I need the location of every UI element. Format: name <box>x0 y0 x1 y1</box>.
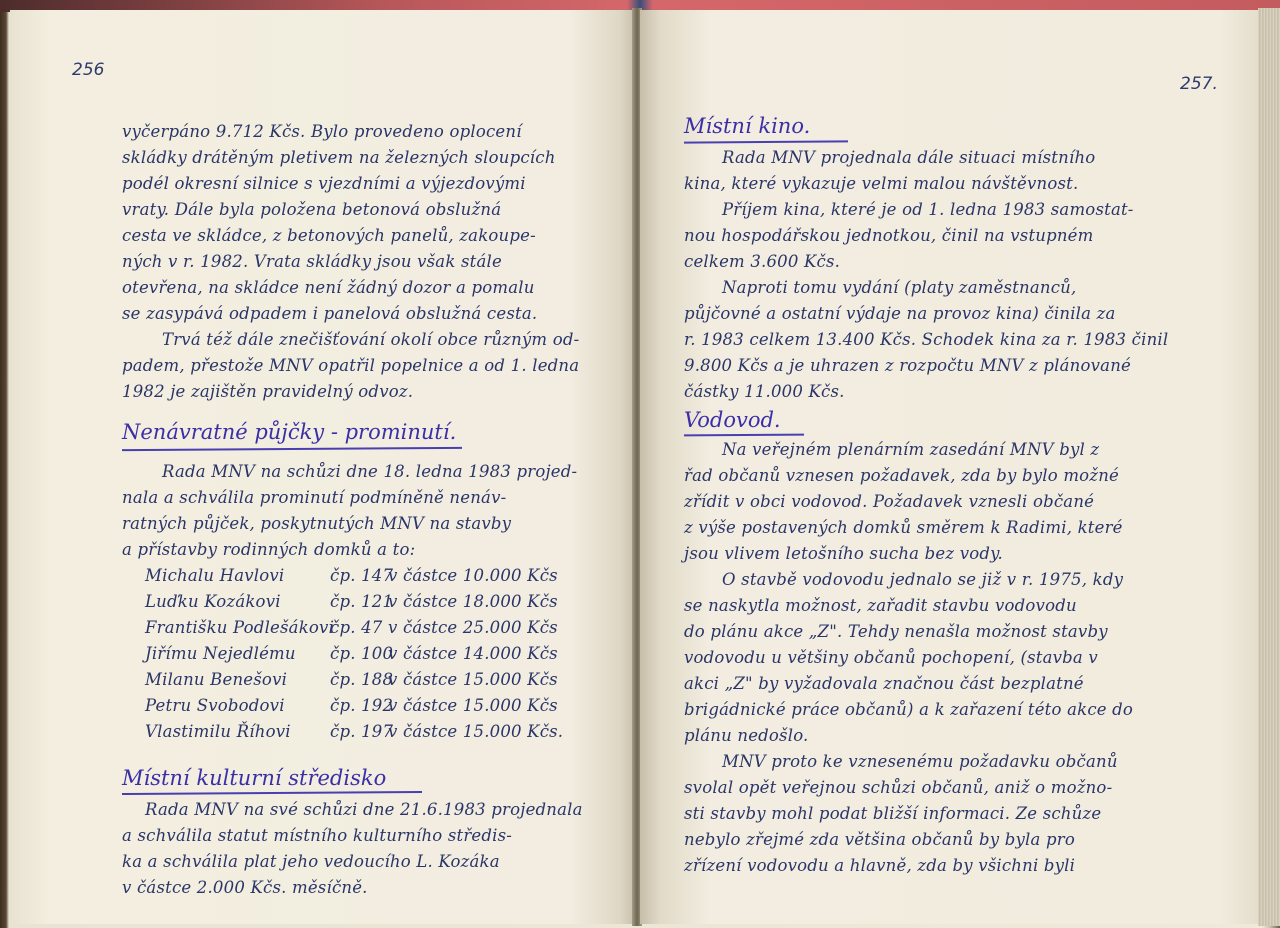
text-line: 1982 je zajištěn pravidelný odvoz. <box>122 382 414 401</box>
loan-cp: čp. 197 <box>330 722 394 741</box>
loan-name: Františku Podlešákovi <box>145 618 335 637</box>
page-edges <box>1258 8 1280 926</box>
text-line: vraty. Dále byla položena betonová obslužná <box>122 200 502 219</box>
text-line: ných v r. 1982. Vrata skládky jsou však stále <box>122 252 502 271</box>
text-line: a schválila statut místního kulturního středis- <box>122 826 513 845</box>
loan-amount: v částce 15.000 Kčs <box>388 696 558 715</box>
text-line: se zasypává odpadem i panelová obslužná cesta. <box>122 304 538 323</box>
section-heading-culture: Místní kulturní středisko <box>122 766 387 790</box>
loan-cp: čp. 188 <box>330 670 394 689</box>
text-line: do plánu akce „Z". Tehdy nenašla možnost stavby <box>684 622 1108 641</box>
text-line: v částce 2.000 Kčs. měsíčně. <box>122 878 368 897</box>
text-line: zřídit v obci vodovod. Požadavek vznesli občané <box>684 492 1095 511</box>
text-line: Rada MNV na schůzi dne 18. ledna 1983 projed- <box>162 462 578 481</box>
text-line: nou hospodářskou jednotkou, činil na vstupném <box>684 226 1094 245</box>
text-line: 9.800 Kčs a je uhrazen z rozpočtu MNV z plánované <box>684 356 1131 375</box>
text-line: Na veřejném plenárním zasedání MNV byl z <box>722 440 1100 459</box>
loan-amount: v částce 10.000 Kčs <box>388 566 558 585</box>
section-heading-cinema: Místní kino. <box>684 114 811 138</box>
text-line: cesta ve skládce, z betonových panelů, zakoupe- <box>122 226 536 245</box>
section-heading-water: Vodovod. <box>684 408 781 432</box>
text-line: vyčerpáno 9.712 Kčs. Bylo provedeno oplocení <box>122 122 522 141</box>
loan-name: Milanu Benešovi <box>145 670 288 689</box>
left-page-number: 256 <box>72 60 105 80</box>
text-line: z výše postavených domků směrem k Radimi, které <box>684 518 1123 537</box>
loan-amount: v částce 15.000 Kčs <box>388 670 558 689</box>
text-line: akci „Z" by vyžadovala značnou část bezplatné <box>684 674 1084 693</box>
text-line: sti stavby mohl podat bližší informaci. Ze schůze <box>684 804 1102 823</box>
text-line: jsou vlivem letošního sucha bez vody. <box>684 544 1003 563</box>
text-line: částky 11.000 Kčs. <box>684 382 845 401</box>
loan-cp: čp. 192 <box>330 696 394 715</box>
loan-cp: čp. 47 <box>330 618 383 637</box>
loan-cp: čp. 147 <box>330 566 394 585</box>
loan-amount: v částce 14.000 Kčs <box>388 644 558 663</box>
loan-name: Jiřímu Nejedlému <box>145 644 296 663</box>
text-line: nebylo zřejmé zda většina občanů by byla pro <box>684 830 1075 849</box>
loan-name: Vlastimilu Říhovi <box>145 722 291 741</box>
text-line: Příjem kina, které je od 1. ledna 1983 samostat- <box>722 200 1134 219</box>
right-page-number: 257. <box>1180 74 1218 94</box>
text-line: nala a schválila prominutí podmíněně nenáv- <box>122 488 507 507</box>
text-line: ka a schválila plat jeho vedoucího L. Kozáka <box>122 852 500 871</box>
text-line: a přístavby rodinných domků a to: <box>122 540 416 559</box>
text-line: otevřena, na skládce není žádný dozor a pomalu <box>122 278 535 297</box>
text-line: r. 1983 celkem 13.400 Kčs. Schodek kina za r. 1983 činil <box>684 330 1169 349</box>
loan-name: Michalu Havlovi <box>145 566 285 585</box>
text-line: padem, přestože MNV opatřil popelnice a od 1. ledna <box>122 356 580 375</box>
text-line: plánu nedošlo. <box>684 726 809 745</box>
loan-amount: v částce 15.000 Kčs. <box>388 722 564 741</box>
loan-cp: čp. 100 <box>330 644 394 663</box>
text-line: Rada MNV na své schůzi dne 21.6.1983 projednala <box>145 800 583 819</box>
loan-name: Petru Svobodovi <box>145 696 285 715</box>
section-heading-loans: Nenávratné půjčky - prominutí. <box>122 420 457 444</box>
text-line: skládky drátěným pletivem na železných sloupcích <box>122 148 556 167</box>
text-line: O stavbě vodovodu jednalo se již v r. 1975, kdy <box>722 570 1124 589</box>
text-line: celkem 3.600 Kčs. <box>684 252 841 271</box>
loan-amount: v částce 25.000 Kčs <box>388 618 558 637</box>
text-line: se naskytla možnost, zařadit stavbu vodovodu <box>684 596 1077 615</box>
loan-amount: v částce 18.000 Kčs <box>388 592 558 611</box>
text-line: kina, které vykazuje velmi malou návštěvnost. <box>684 174 1079 193</box>
text-line: podél okresní silnice s vjezdními a výjezdovými <box>122 174 526 193</box>
text-line: ratných půjček, poskytnutých MNV na stavby <box>122 514 512 533</box>
loan-name: Luďku Kozákovi <box>145 592 281 611</box>
text-line: MNV proto ke vznesenému požadavku občanů <box>722 752 1118 771</box>
text-line: svolal opět veřejnou schůzi občanů, aniž o možno- <box>684 778 1113 797</box>
loan-cp: čp. 121 <box>330 592 394 611</box>
text-line: zřízení vodovodu a hlavně, zda by všichni byli <box>684 856 1076 875</box>
text-line: Trvá též dále znečišťování okolí obce různým od- <box>162 330 580 349</box>
text-line: brigádnické práce občanů) a k zařazení této akce do <box>684 700 1134 719</box>
text-line: vodovodu u většiny občanů pochopení, (stavba v <box>684 648 1098 667</box>
text-line: řad občanů vznesen požadavek, zda by bylo možné <box>684 466 1119 485</box>
text-line: Rada MNV projednala dále situaci místního <box>722 148 1096 167</box>
text-line: Naproti tomu vydání (platy zaměstnanců, <box>722 278 1077 297</box>
text-line: půjčovné a ostatní výdaje na provoz kina) činila za <box>684 304 1116 323</box>
